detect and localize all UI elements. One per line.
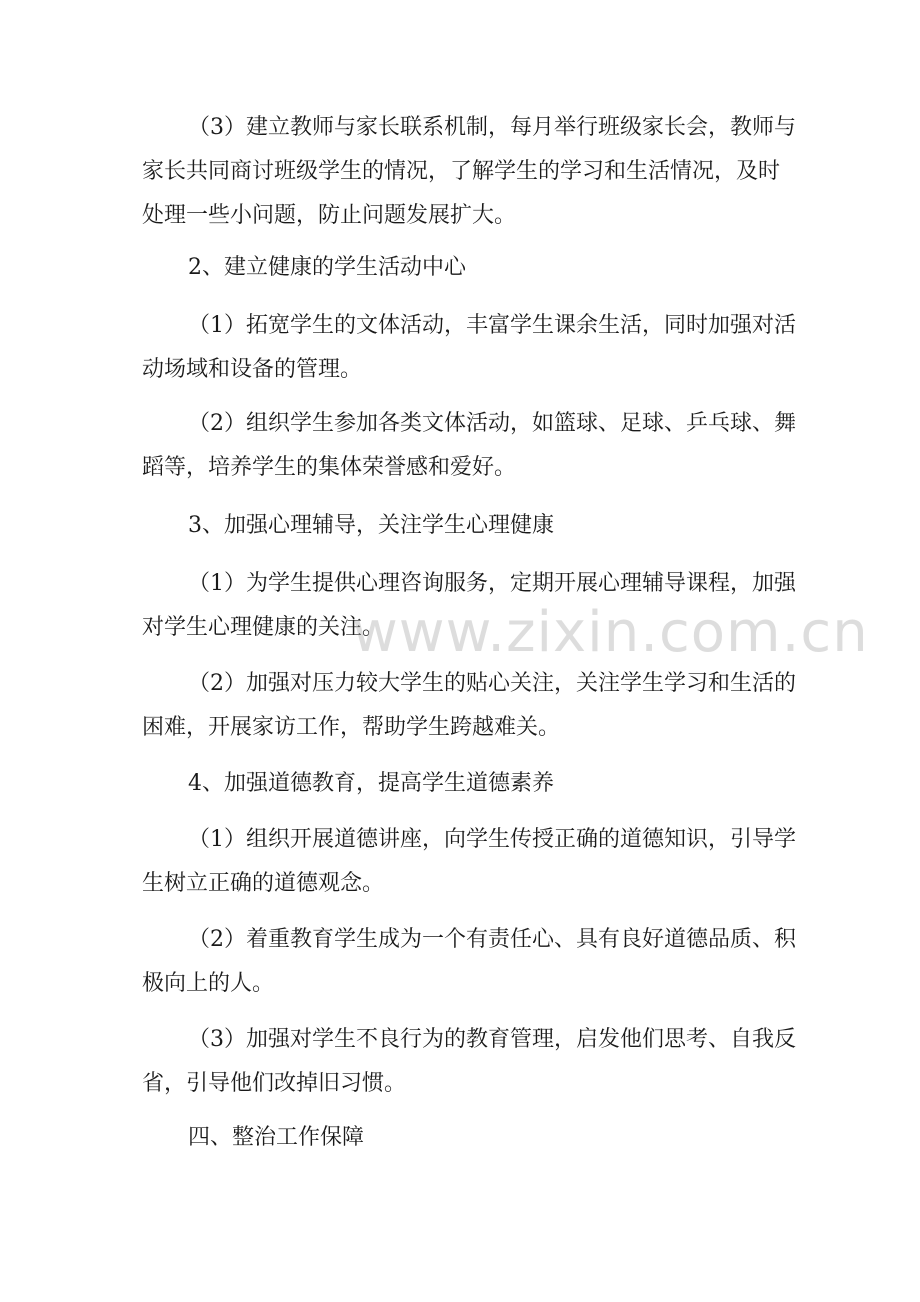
text-line: （3）建立教师与家长联系机制，每月举行班级家长会，教师与 bbox=[188, 115, 796, 140]
text-line: （1）拓宽学生的文体活动，丰富学生课余生活，同时加强对活 bbox=[188, 313, 796, 338]
text-line: 3、加强心理辅导，关注学生心理健康 bbox=[188, 513, 554, 538]
text-line: 极向上的人。 bbox=[142, 971, 275, 996]
text-line: （2）着重教育学生成为一个有责任心、具有良好道德品质、积 bbox=[188, 927, 796, 952]
paragraph-responsible-people bbox=[142, 918, 796, 1006]
text-line: （3）加强对学生不良行为的教育管理，启发他们思考、自我反 bbox=[188, 1027, 796, 1052]
text-line: （1）组织开展道德讲座，向学生传授正确的道德知识，引导学 bbox=[188, 827, 796, 852]
text-line: 省，引导他们改掉旧习惯。 bbox=[142, 1071, 407, 1096]
paragraph-counseling-service bbox=[142, 562, 796, 650]
text-line: （1）为学生提供心理咨询服务，定期开展心理辅导课程，加强 bbox=[188, 571, 796, 596]
text-line: 家长共同商讨班级学生的情况，了解学生的学习和生活情况，及时 bbox=[142, 159, 781, 184]
paragraph-pressure-care bbox=[142, 662, 796, 750]
heading-mental-health bbox=[142, 504, 782, 548]
heading-work-guarantee bbox=[142, 1116, 782, 1160]
text-line: （2）组织学生参加各类文体活动，如篮球、足球、乒乓球、舞 bbox=[188, 411, 796, 436]
heading-moral-education bbox=[142, 762, 782, 806]
paragraph-expand-activities bbox=[142, 304, 796, 392]
text-line: 困难，开展家访工作，帮助学生跨越难关。 bbox=[142, 715, 561, 740]
text-line: 4、加强道德教育，提高学生道德素养 bbox=[188, 771, 554, 796]
text-line: （2）加强对压力较大学生的贴心关注，关注学生学习和生活的 bbox=[188, 671, 796, 696]
watermark: www.zixin.com.cn bbox=[352, 600, 869, 665]
text-line: 2、建立健康的学生活动中心 bbox=[188, 255, 466, 280]
text-line: 蹈等，培养学生的集体荣誉感和爱好。 bbox=[142, 455, 517, 480]
paragraph-organize-sports bbox=[142, 402, 796, 490]
text-line: 处理一些小问题，防止问题发展扩大。 bbox=[142, 203, 517, 228]
text-line: 生树立正确的道德观念。 bbox=[142, 871, 385, 896]
text-line: 四、整治工作保障 bbox=[188, 1125, 365, 1150]
paragraph-parent-teacher-contact bbox=[142, 106, 796, 238]
text-line: 动场域和设备的管理。 bbox=[142, 357, 363, 382]
paragraph-moral-lecture bbox=[142, 818, 796, 906]
paragraph-bad-behavior bbox=[142, 1018, 796, 1106]
text-line: 对学生心理健康的关注。 bbox=[142, 615, 385, 640]
heading-activity-center bbox=[142, 246, 782, 290]
